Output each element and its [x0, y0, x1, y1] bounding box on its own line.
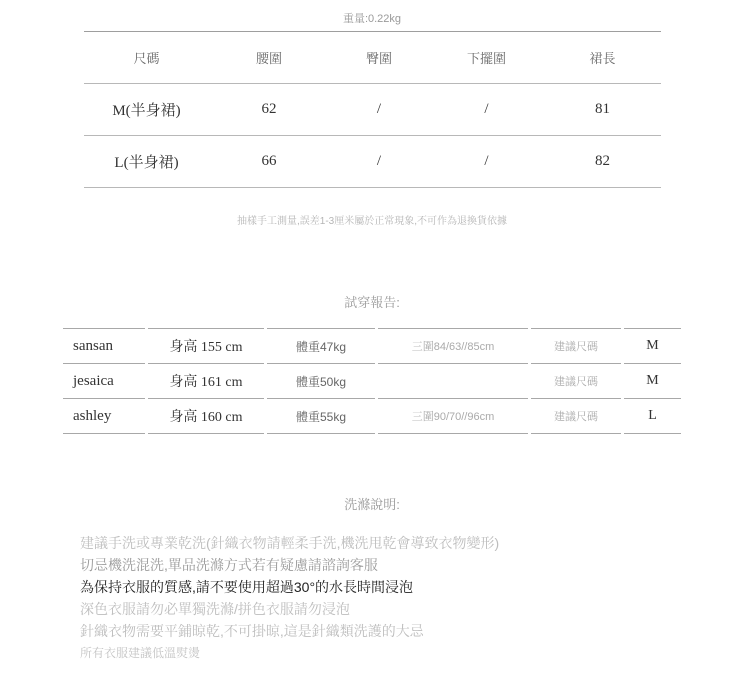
waist-value: 62 — [209, 84, 329, 136]
size-label: L(半身裙) — [84, 136, 209, 188]
length-value: 81 — [544, 84, 661, 136]
model-measurements: 三圍90/70//96cm — [378, 398, 528, 434]
model-name: jesaica — [63, 363, 145, 398]
wash-line: 建議手洗或專業乾洗(針織衣物請輕柔手洗,機洗甩乾會導致衣物變形) — [80, 535, 500, 551]
tryon-title: 試穿報告: — [344, 295, 400, 310]
table-row — [63, 398, 681, 434]
header-size: 尺碼 — [84, 32, 209, 84]
size-table — [84, 31, 661, 188]
wash-line: 為保持衣服的質感,請不要使用超過30°的水長時間浸泡 — [80, 579, 414, 595]
model-height: 身高 161 cm — [148, 363, 264, 398]
suggested-size-label: 建議尺碼 — [531, 328, 621, 363]
hip-value: / — [329, 84, 429, 136]
wash-line: 針織衣物需要平鋪晾乾,不可掛晾,這是針織類洗護的大忌 — [80, 623, 424, 639]
measurement-disclaimer: 抽樣手工測量,誤差1-3厘米屬於正常現象,不可作為退換貨依據 — [236, 216, 507, 227]
hip-value: / — [329, 136, 429, 188]
wash-instructions — [80, 532, 499, 664]
model-name: ashley — [63, 398, 145, 434]
suggested-size: L — [624, 398, 681, 434]
length-value: 82 — [544, 136, 661, 188]
table-row — [63, 363, 681, 398]
suggested-size: M — [624, 363, 681, 398]
table-row — [84, 136, 661, 188]
size-label: M(半身裙) — [84, 84, 209, 136]
suggested-size: M — [624, 328, 681, 363]
wash-line: 深色衣服請勿必單獨洗滌/拼色衣服請勿浸泡 — [80, 601, 350, 617]
model-height: 身高 155 cm — [148, 328, 264, 363]
wash-line: 切忌機洗混洗,單品洗滌方式若有疑慮請諮詢客服 — [80, 557, 378, 573]
header-length: 裙長 — [544, 32, 661, 84]
model-height: 身高 160 cm — [148, 398, 264, 434]
header-hem: 下擺圍 — [429, 32, 544, 84]
wash-line: 所有衣服建議低溫熨燙 — [80, 646, 201, 660]
tryon-table — [60, 328, 684, 434]
wash-title: 洗滌說明: — [344, 497, 400, 512]
header-hip: 臀圍 — [329, 32, 429, 84]
model-name: sansan — [63, 328, 145, 363]
size-table-header — [84, 32, 661, 84]
weight-note: 重量:0.22kg — [342, 13, 402, 25]
header-waist: 腰圍 — [209, 32, 329, 84]
suggested-size-label: 建議尺碼 — [531, 363, 621, 398]
suggested-size-label: 建議尺碼 — [531, 398, 621, 434]
table-row — [84, 84, 661, 136]
table-row — [63, 328, 681, 363]
model-weight: 體重47kg — [267, 328, 375, 363]
model-measurements: 三圍84/63//85cm — [378, 328, 528, 363]
waist-value: 66 — [209, 136, 329, 188]
model-weight: 體重50kg — [267, 363, 375, 398]
model-weight: 體重55kg — [267, 398, 375, 434]
hem-value: / — [429, 136, 544, 188]
hem-value: / — [429, 84, 544, 136]
model-measurements — [378, 363, 528, 398]
